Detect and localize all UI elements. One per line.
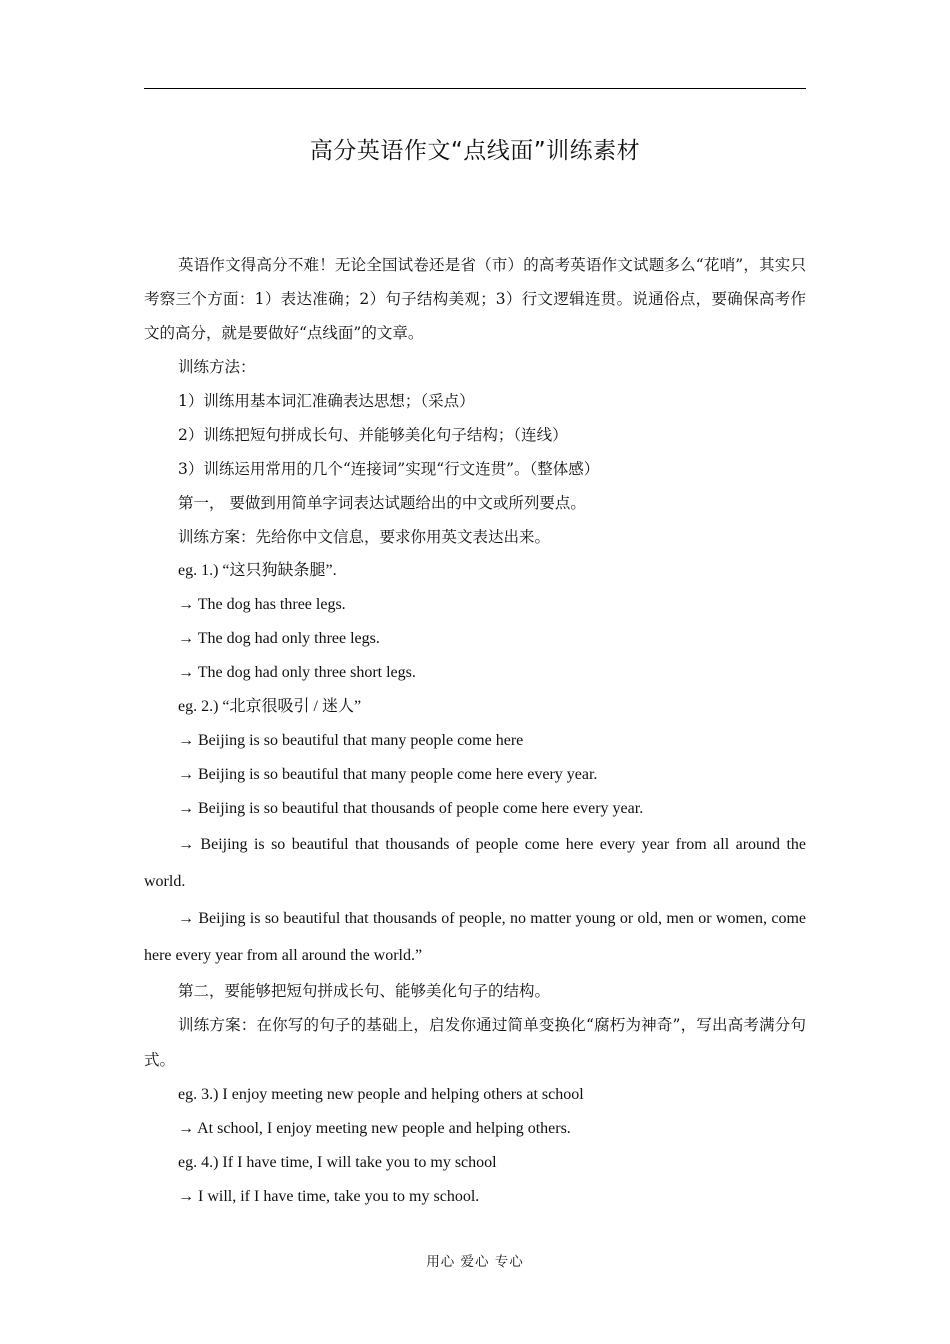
section1-plan: 训练方案：先给你中文信息，要求你用英文表达出来。 — [178, 528, 551, 546]
example-3-answer: → At school, I enjoy meeting new people and helping others. — [178, 1120, 571, 1137]
header-rule — [144, 88, 806, 89]
example-2-answer: → Beijing is so beautiful that thousands of people come here every year from all around the world. — [144, 836, 806, 890]
section2-plan: 训练方案：在你写的句子的基础上，启发你通过简单变换化“腐朽为神奇”，写出高考满分句式。 — [144, 1016, 806, 1069]
method-item-3: 3）训练运用常用的几个“连接词”实现“行文连贯”。（整体感） — [178, 460, 600, 478]
example-2-answer: → Beijing is so beautiful that many people come here — [178, 732, 524, 749]
example-2-answer: → Beijing is so beautiful that many people come here every year. — [178, 766, 598, 783]
example-2: eg. 2.) “北京很吸引 / 迷人” — [178, 698, 362, 715]
page-title: 高分英语作文“点线面”训练素材 — [309, 138, 641, 164]
example-3: eg. 3.) I enjoy meeting new people and helping others at school — [178, 1086, 584, 1103]
section2-heading: 第二，要能够把短句拼成长句、能够美化句子的结构。 — [178, 982, 551, 1000]
intro-paragraph: 英语作文得高分不难！无论全国试卷还是省（市）的高考英语作文试题多么“花哨”，其实只考察三个方面：1）表达准确；2）句子结构美观；3）行文逻辑连贯。说通俗点，要确保高考作文的高分，就是要做好“点线面”的文章。 — [144, 256, 806, 342]
example-1: eg. 1.) “这只狗缺条腿”. — [178, 562, 337, 579]
section1-heading: 第一， 要做到用简单字词表达试题给出的中文或所列要点。 — [178, 494, 586, 512]
page-footer: 用心 爱心 专心 — [426, 1254, 524, 1270]
example-2-answer: → Beijing is so beautiful that thousands of people, no matter young or old, men or women, come here every year from all around the world.” — [144, 910, 806, 964]
method-heading: 训练方法： — [178, 358, 256, 376]
method-item-2: 2）训练把短句拼成长句、并能够美化句子结构；（连线） — [178, 426, 568, 444]
method-item-1: 1）训练用基本词汇准确表达思想；（采点） — [178, 392, 475, 410]
document-body — [144, 248, 806, 1214]
example-1-answer: → The dog had only three short legs. — [178, 664, 416, 681]
example-4-answer: → I will, if I have time, take you to my school. — [178, 1188, 480, 1205]
example-2-answer: → Beijing is so beautiful that thousands of people come here every year. — [178, 800, 644, 817]
example-4: eg. 4.) If I have time, I will take you to my school — [178, 1154, 497, 1171]
example-1-answer: → The dog had only three legs. — [178, 630, 380, 647]
example-1-answer: → The dog has three legs. — [178, 596, 346, 613]
